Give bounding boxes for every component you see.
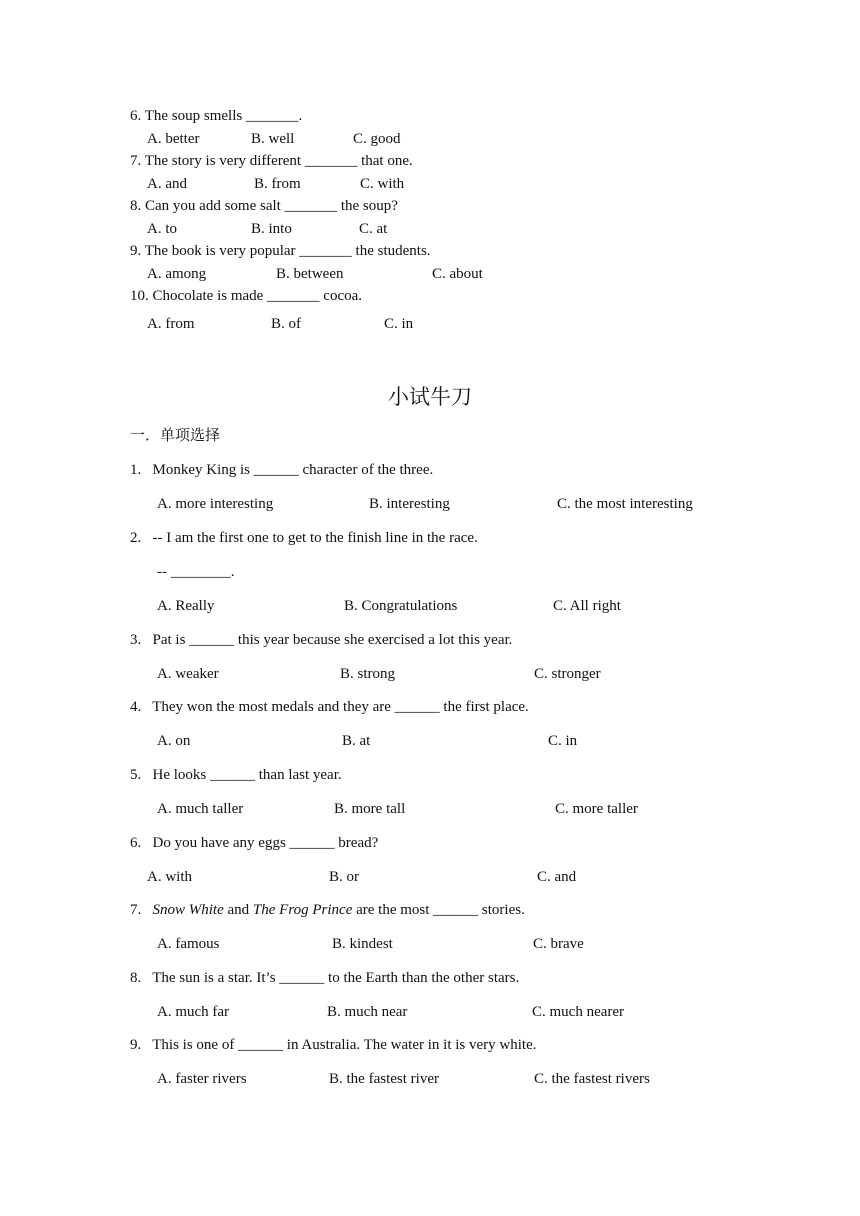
question-7 (130, 903, 525, 918)
question-number: 1. (130, 462, 142, 478)
option-a: A. much far (157, 1004, 230, 1020)
question-1 (130, 463, 433, 478)
option-b: B. from (254, 176, 301, 192)
option-a: A. among (147, 266, 207, 282)
option-a: A. from (147, 316, 195, 332)
question-number: 3. (130, 632, 142, 648)
question-number: 7. (130, 153, 142, 169)
question-text: The story is very different _______ that one. (144, 153, 413, 169)
option-c: C. brave (533, 936, 584, 952)
option-b: B. much near (327, 1004, 408, 1020)
question-text: He looks ______ than last year. (152, 767, 342, 783)
question-number: 4. (130, 699, 142, 715)
text-rest: are the most ______ stories. (352, 902, 525, 918)
question-number: 7. (130, 902, 142, 918)
question-6 (130, 109, 302, 124)
option-a: A. and (147, 176, 187, 192)
question-text: Pat is ______ this year because she exercised a lot this year. (152, 632, 513, 648)
book-title-snow-white: Snow White (152, 902, 224, 918)
option-c: C. much nearer (532, 1004, 625, 1020)
question-text: Chocolate is made _______ cocoa. (152, 288, 363, 304)
question-9 (130, 244, 431, 259)
question-10 (130, 289, 362, 304)
question-5 (130, 768, 342, 783)
question-text (153, 902, 525, 918)
question-number: 5. (130, 767, 142, 783)
option-a: A. faster rivers (157, 1071, 247, 1087)
option-b: B. of (271, 316, 301, 332)
question-number: 8. (130, 970, 142, 986)
question-text: They won the most medals and they are ______ the first place. (152, 699, 529, 715)
option-b: B. or (329, 869, 359, 885)
question-7 (130, 154, 413, 169)
option-c: C. All right (553, 598, 621, 614)
option-a: A. better (147, 131, 200, 147)
question-6 (130, 836, 378, 851)
option-b: B. well (251, 131, 295, 147)
text-and: and (223, 902, 253, 918)
option-b: B. at (342, 733, 371, 749)
option-b: B. into (251, 221, 292, 237)
question-text: Do you have any eggs ______ bread? (152, 835, 379, 851)
question-2 (130, 531, 478, 546)
question-3 (130, 633, 512, 648)
section-title: 小试牛刀 (388, 385, 472, 409)
option-a: A. on (157, 733, 191, 749)
question-8 (130, 199, 398, 214)
question-9 (130, 1038, 536, 1053)
option-c: C. stronger (534, 666, 601, 682)
reply-line: -- ________. (157, 564, 235, 580)
option-a: A. Really (157, 598, 215, 614)
option-c: C. good (353, 131, 401, 147)
option-c: C. about (432, 266, 483, 282)
option-a: A. more interesting (157, 496, 274, 512)
option-c: C. at (359, 221, 388, 237)
option-c: C. in (548, 733, 578, 749)
option-b: B. the fastest river (329, 1071, 439, 1087)
question-number: 8. (130, 198, 142, 214)
question-8 (130, 971, 519, 986)
option-c: C. more taller (555, 801, 638, 817)
subheading: 一．单项选择 (130, 428, 221, 444)
option-b: B. between (276, 266, 344, 282)
option-b: B. strong (340, 666, 396, 682)
question-number: 9. (130, 243, 142, 259)
option-a: A. to (147, 221, 177, 237)
question-number: 6. (130, 835, 142, 851)
option-b: B. kindest (332, 936, 393, 952)
option-a: A. famous (157, 936, 220, 952)
question-text: This is one of ______ in Australia. The water in it is very white. (152, 1037, 537, 1053)
question-text: Monkey King is ______ character of the three. (152, 462, 434, 478)
option-a: A. weaker (157, 666, 219, 682)
option-c: C. the fastest rivers (534, 1071, 650, 1087)
option-c: C. and (537, 869, 577, 885)
option-b: B. interesting (369, 496, 450, 512)
question-4 (130, 700, 529, 715)
question-number: 2. (130, 530, 142, 546)
option-a: A. much taller (157, 801, 244, 817)
question-text: -- I am the first one to get to the finish line in the race. (152, 530, 478, 546)
option-c: C. with (360, 176, 405, 192)
question-text: Can you add some salt _______ the soup? (145, 198, 398, 214)
option-a: A. with (147, 869, 192, 885)
question-text: The book is very popular _______ the students. (144, 243, 431, 259)
option-c: C. in (384, 316, 414, 332)
question-text: The soup smells _______. (144, 108, 303, 124)
question-text: The sun is a star. It’s ______ to the Earth than the other stars. (152, 970, 520, 986)
book-title-frog-prince: The Frog Prince (252, 902, 353, 918)
option-b: B. more tall (334, 801, 406, 817)
option-b: B. Congratulations (344, 598, 458, 614)
question-number: 6. (130, 108, 142, 124)
option-c: C. the most interesting (557, 496, 693, 512)
question-number: 10. (130, 288, 149, 304)
question-number: 9. (130, 1037, 142, 1053)
